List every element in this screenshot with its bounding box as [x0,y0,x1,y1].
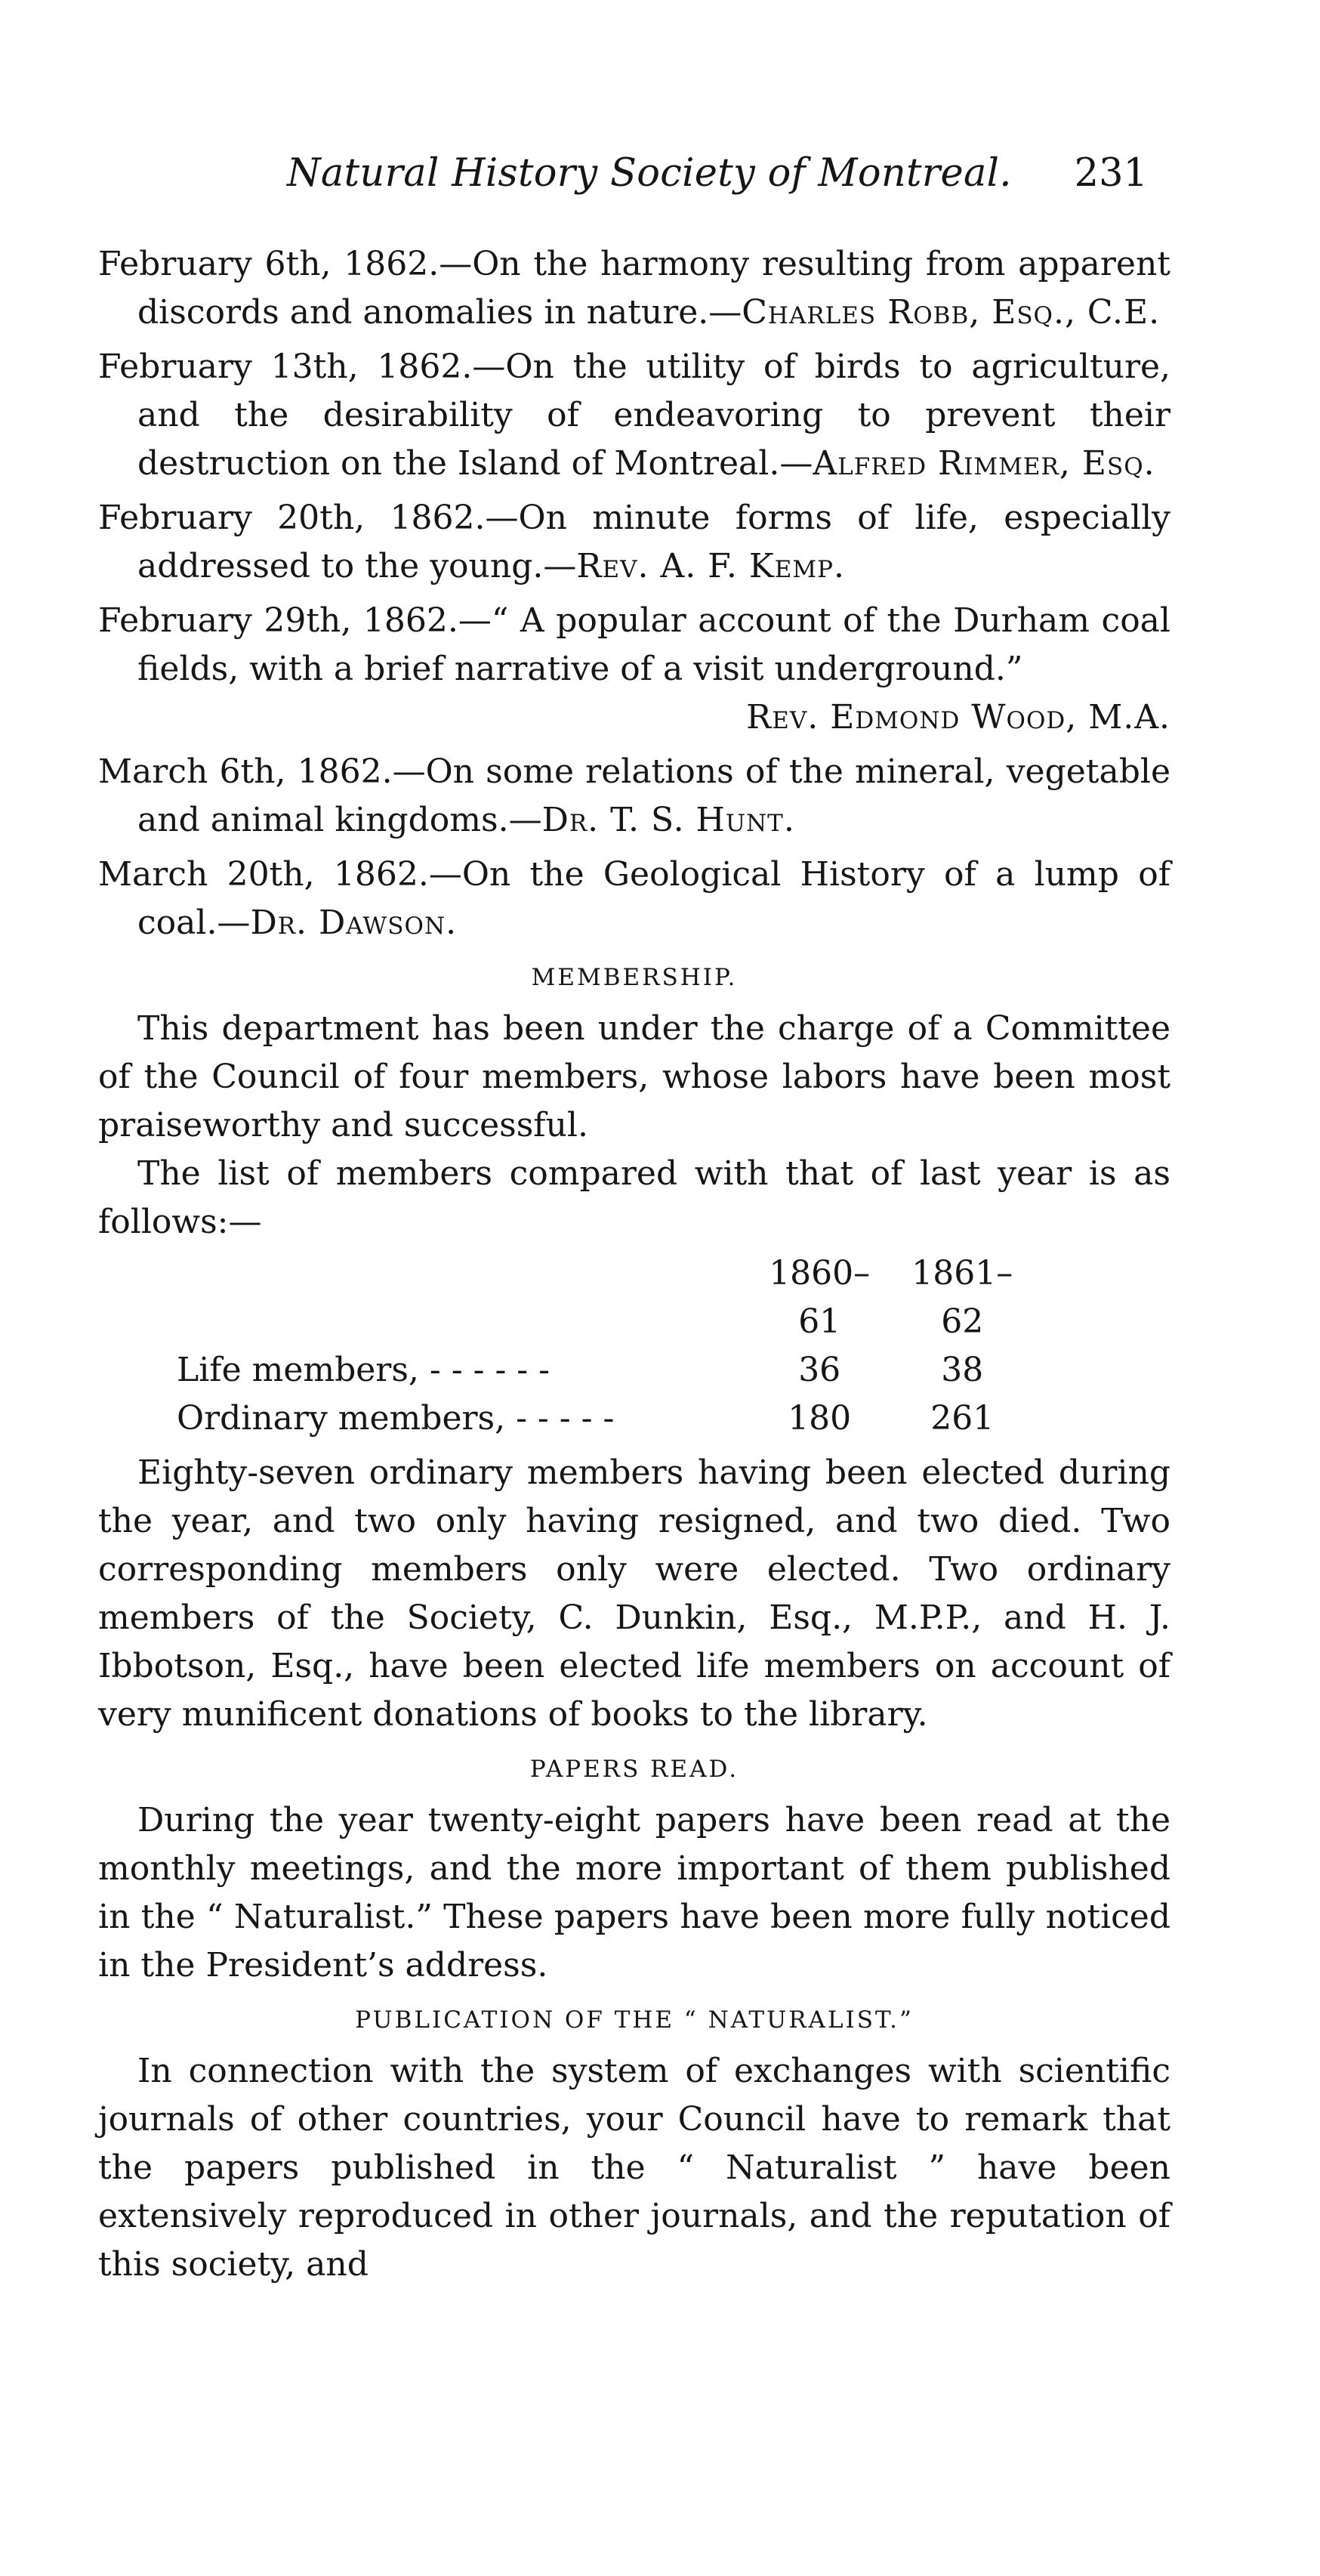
page-number: 231 [1074,151,1148,196]
membership-list-intro: The list of members compared with that of last year is as follows:— [98,1154,1170,1241]
durham-attribution: Rev. Edmond Wood, M.A. [746,698,1170,737]
column-header: 1860–61 [769,1254,871,1341]
publication-paragraph: In connection with the system of exchanges with scientific journals of other countries, your Council have to remark that the papers published in the “ Naturalist ” have been extensively reproduced in other journals, and the reputation of this society, and [98,2052,1170,2284]
cell-value: 36 [798,1351,841,1389]
membership-table [98,1249,1170,1443]
lecture-entry [98,851,1170,947]
cell-value: 261 [930,1399,995,1438]
lecture-text: February 29th, 1862.—“ A popular account of the Durham coal fields, with a brief narrative of a visit underground.” [98,601,1170,688]
papers-read-paragraph: During the year twenty-eight papers have been read at the monthly meetings, and the more important of them published in the “ Naturalist.” These papers have been more fully noticed in the President’s address. [98,1801,1170,1985]
body-text [98,240,1170,2289]
lecture-author: Dr. T. S. Hunt. [541,801,795,839]
lecture-text: March 20th, 1862.—On the Geological History of a lump of coal.— [98,855,1170,942]
lecture-author: Dr. Dawson. [250,903,458,942]
membership-heading: MEMBERSHIP. [531,964,738,991]
row-label: Ordinary members, - - - - - [177,1399,615,1438]
cell-value: 180 [788,1399,852,1438]
lecture-entry [98,494,1170,591]
lecture-text: February 13th, 1862.—On the utility of birds to agriculture, and the desirability of endeavoring to prevent their destruction on the Island of Montreal.— [98,347,1170,483]
lecture-author: Rev. A. F. Kemp. [576,547,845,585]
table-row [98,1395,1170,1443]
running-header [287,151,1148,212]
column-header: 1861–62 [911,1254,1013,1341]
lecture-text: February 6th, 1862.—On the harmony resulting from apparent discords and anomalies in nature.— [98,245,1170,332]
lecture-entry [98,597,1170,693]
lecture-author: Alfred Rimmer, Esq. [813,444,1155,483]
lecture-author: Charles Robb, Esq., C.E. [742,293,1161,332]
papers-read-heading: PAPERS READ. [529,1756,739,1783]
membership-paragraph: This department has been under the charge of a Committee of the Council of four members, whose labors have been most praiseworthy and successful. [98,1009,1170,1144]
table-header-row [98,1249,1170,1346]
running-title: Natural History Society of Montreal. [287,151,1012,196]
publication-heading: PUBLICATION OF THE “ NATURALIST.” [355,2006,914,2034]
lecture-attribution [98,693,1170,742]
lecture-text: February 20th, 1862.—On minute forms of life, especially addressed to the young.— [98,499,1170,585]
cell-value: 38 [941,1351,984,1389]
lecture-entry [98,343,1170,488]
lecture-entry [98,748,1170,845]
lecture-text: March 6th, 1862.—On some relations of the mineral, vegetable and animal kingdoms.— [98,752,1170,839]
membership-summary: Eighty-seven ordinary members having been elected during the year, and two only having resigned, and two died. Two corresponding members only were elected. Two ordinary members of the Society, C. Dunkin, Esq., M.P.P., and H. J. Ibbotson, Esq., have been elected life members on account of very munificent donations of books to the library. [98,1453,1170,1734]
lecture-entry [98,240,1170,337]
table-row [98,1346,1170,1395]
row-label: Life members, - - - - - - [177,1351,551,1389]
